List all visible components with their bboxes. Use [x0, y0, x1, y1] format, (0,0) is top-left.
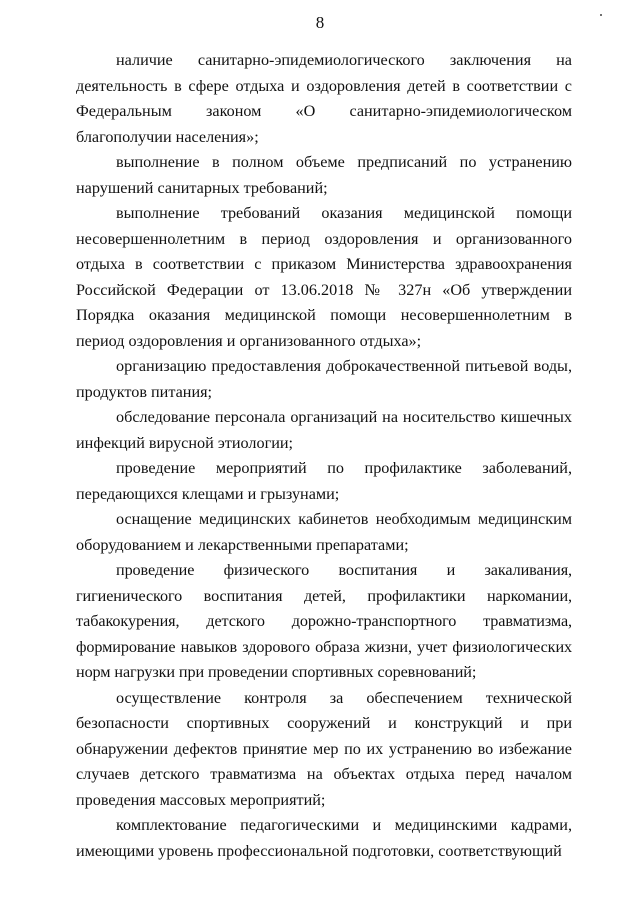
- paragraph-physical-education: проведение физического воспитания и закаливания, гигиенического воспитания детей, профилактики наркомании, табакокурения, детского дорожно-транспортного травматизма, формирование навыков здорового образа жизни, учет физиологических норм нагрузки при проведении спортивных соревнований;: [76, 561, 572, 681]
- paragraph-drinking-water: организацию предоставления доброкачественной питьевой воды, продуктов питания;: [76, 357, 572, 401]
- paragraph-medical-equipment: оснащение медицинских кабинетов необходимым медицинским оборудованием и лекарственными препаратами;: [76, 510, 572, 554]
- paragraph-medical-care: выполнение требований оказания медицинской помощи несовершеннолетним в период оздоровления и организованного отдыха в соответствии с приказом Министерства здравоохранения Российской Федерации от 13.06.2018 № 327н «Об утверждении Порядка оказания медицинской помощи несовершеннолетним в период оздоровления и организованного отдыха»;: [76, 204, 572, 350]
- body-text: [76, 48, 572, 864]
- paragraph-technical-safety: осуществление контроля за обеспечением технической безопасности спортивных сооружений и конструкций и при обнаружении дефектов принятие мер по их устранению во избежание случаев детского травматизма на объектах отдыха перед началом проведения массовых мероприятий;: [76, 688, 572, 809]
- paragraph-tick-rodent-prevention: проведение мероприятий по профилактике заболеваний, передающихся клещами и грызунами;: [76, 459, 572, 503]
- paragraph-staff-examination: обследование персонала организаций на носительство кишечных инфекций вирусной этиологии;: [76, 408, 572, 452]
- page-number: 8: [315, 13, 325, 32]
- paragraph-prescriptions: выполнение в полном объеме предписаний по устранению нарушений санитарных требований;: [76, 153, 572, 197]
- paragraph-staffing: комплектование педагогическими и медицинскими кадрами, имеющими уровень профессиональной подготовки, соответствующий: [76, 816, 572, 860]
- paragraph-sanitary-conclusion: наличие санитарно-эпидемиологического заключения на деятельность в сфере отдыха и оздоровления детей в соответствии с Федеральным законом «О санитарно-эпидемиологическом благополучии населения»;: [76, 51, 572, 146]
- scan-speck: [600, 14, 602, 16]
